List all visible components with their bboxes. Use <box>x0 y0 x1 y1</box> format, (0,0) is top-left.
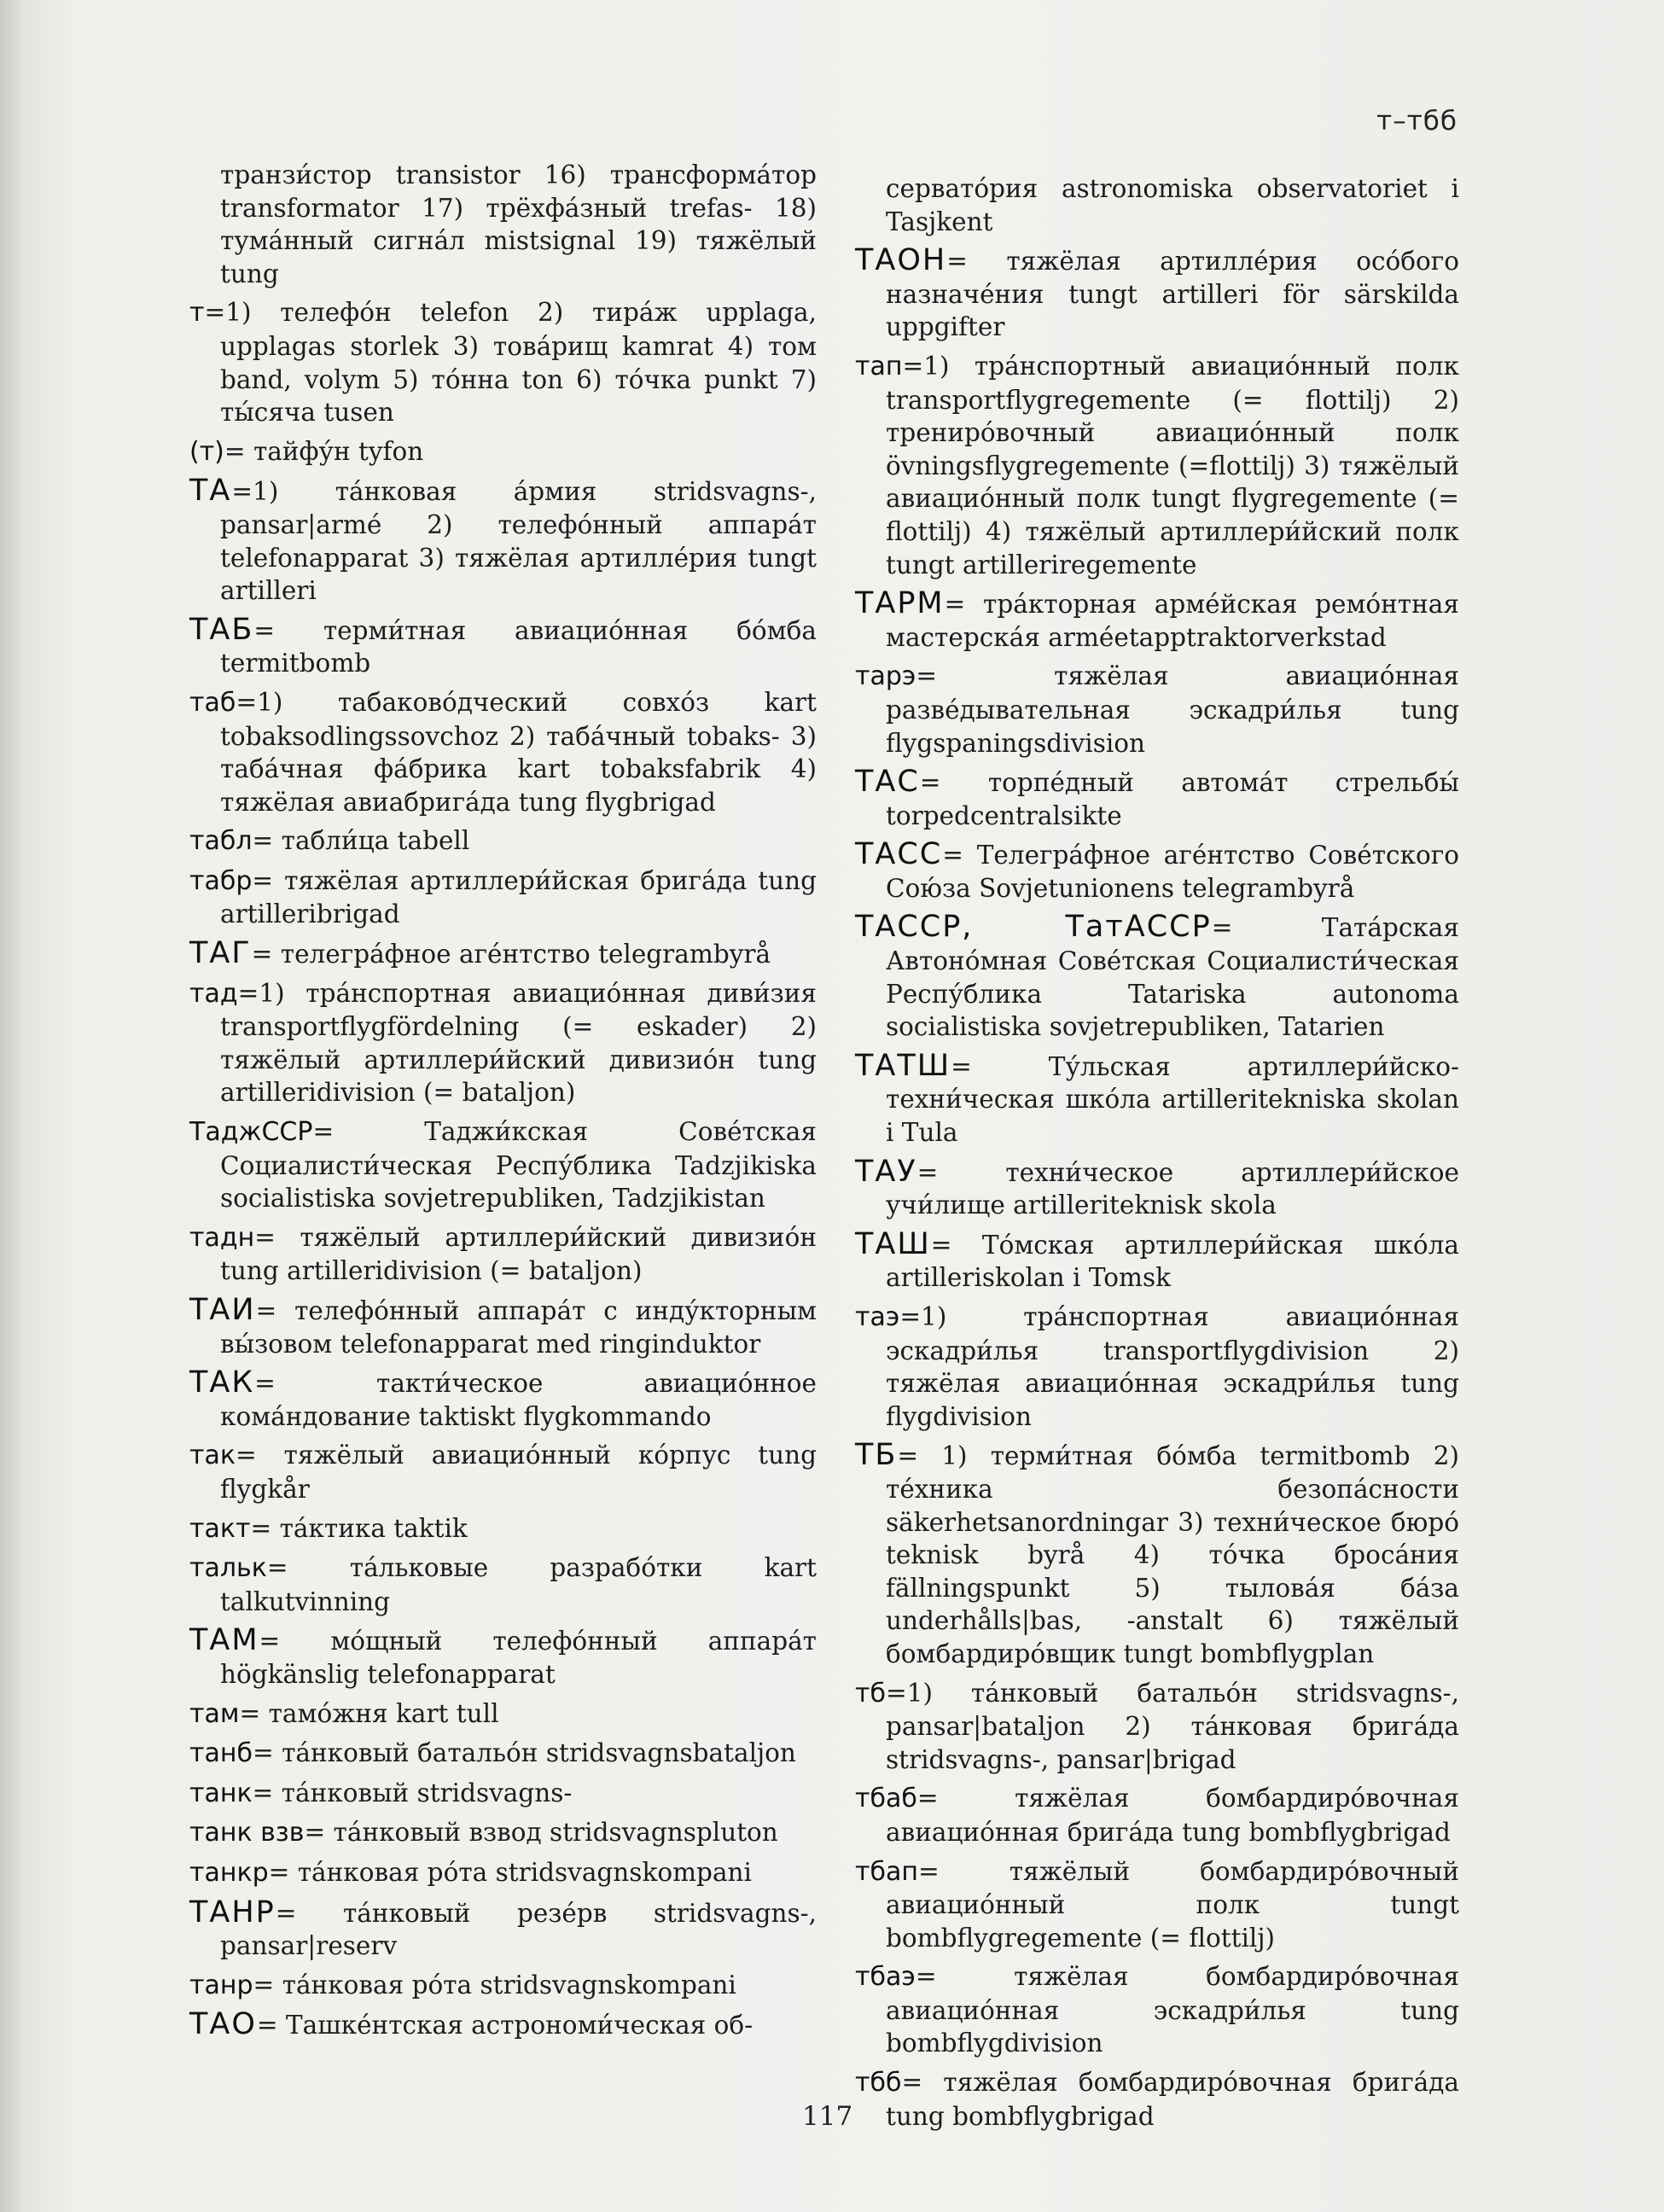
dictionary-entry <box>189 1439 817 1505</box>
entry-headword: табр <box>189 865 253 896</box>
entry-headword: танр <box>189 1970 253 2000</box>
entry-headword: тад <box>189 978 238 1009</box>
entry-headword: танк <box>189 1778 253 1808</box>
entry-definition: = телефо́нный аппара́т с инду́кторным вы́зовом telefonapparat med ringinduktor <box>220 1296 817 1359</box>
entry-headword: ТАО <box>189 2007 257 2042</box>
dictionary-entry <box>855 1301 1459 1433</box>
entry-definition: = телегра́фное аге́нтство telegrambyrå <box>251 940 771 969</box>
entry-definition: =1) табаково́дческий совхо́з kart tobaksodlingssovchoz 2) таба́чный tobaks- 3) таба́чная фа́брика kart tobaksfabrik 4) тяжёлая авиабрига́да tung flygbrigad <box>220 687 817 817</box>
dictionary-entry <box>855 660 1459 760</box>
entry-headword: т <box>189 298 205 329</box>
entry-headword: ТаджССР <box>189 1117 313 1148</box>
entry-headword: тбап <box>855 1856 918 1887</box>
entry-definition: =1) та́нковая а́рмия stridsvagns-, pansar|armé 2) телефо́нный аппара́т telefonapparat 3) тяжёлая артилле́рия tungt artilleri <box>220 477 817 606</box>
entry-definition: = Тата́рская Автоно́мная Сове́тская Социалисти́ческая Респу́блика Tatariska autonoma socialistiska sovjetrepubliken, Tatarien <box>886 913 1460 1042</box>
entry-continuation <box>855 172 1459 238</box>
entry-definition: = Телегра́фное аге́нтство Сове́тского Сою́за Sovjetunionens telegrambyrå <box>886 841 1459 903</box>
dictionary-entry <box>189 824 817 859</box>
entry-definition: = та́льковые разрабо́тки kart talkutvinning <box>220 1553 817 1616</box>
left-column <box>189 159 817 2048</box>
entry-definition: = та́нковый stridsvagns- <box>252 1778 573 1807</box>
dictionary-entry <box>855 244 1459 344</box>
dictionary-entry <box>855 1439 1459 1670</box>
entry-definition: = 1) терми́тная бо́мба termitbomb 2) те́хника безопа́сности säkerhetsanordningar 3) техни́ческое бюро́ teknisk byrå 4) то́чка броса́ния fällningspunkt 5) тылова́я ба́за underhålls|bas, -anstalt 6) тяжёлый бомбардиро́вщик tungt bombflygplan <box>886 1441 1459 1668</box>
dictionary-entry <box>855 1960 1459 2060</box>
entry-headword: танкр <box>189 1857 269 1888</box>
dictionary-entry <box>189 1624 817 1691</box>
entry-headword: так <box>189 1441 236 1471</box>
dictionary-entry <box>855 1155 1459 1222</box>
entry-definition: = тяжёлая бомбардиро́вочная авиацио́нная брига́да tung bombflygbrigad <box>886 1784 1459 1847</box>
dictionary-entry <box>189 1294 817 1360</box>
dictionary-entry <box>855 2066 1459 2133</box>
entry-headword: тадн <box>189 1222 255 1253</box>
entry-definition: = тайфу́н tyfon <box>224 436 424 466</box>
entry-continuation <box>189 159 817 290</box>
entry-definition: = То́мская артиллери́йская шко́ла artilleriskolan i Tomsk <box>886 1230 1459 1293</box>
entry-definition: = тра́кторная арме́йская ремо́нтная мастерска́я arméetapptraktorverkstad <box>886 590 1459 652</box>
entry-headword: ТАШ <box>855 1226 931 1261</box>
dictionary-entry <box>189 1969 817 2003</box>
right-column <box>855 172 1459 2139</box>
dictionary-entry <box>855 1677 1459 1777</box>
entry-definition: = табли́ца tabell <box>252 826 470 856</box>
entry-definition: = та́нковый резе́рв stridsvagns-, pansar|reserv <box>220 1898 817 1961</box>
dictionary-entry <box>189 1856 817 1890</box>
entry-headword: такт <box>189 1513 251 1544</box>
entry-headword: ТБ <box>855 1438 898 1473</box>
entry-headword: ТАССР, ТатАССР <box>855 910 1212 945</box>
entry-headword: ТАСС <box>855 837 943 872</box>
entry-definition: = мо́щный телефо́нный аппара́т högkänslig telefonapparat <box>220 1627 817 1689</box>
dictionary-entry <box>855 911 1459 1043</box>
entry-headword: табл <box>189 826 253 857</box>
entry-definition: = такти́ческое авиацио́нное кома́ндование taktiskt flygkommando <box>220 1369 817 1431</box>
entry-definition: = Ту́льская артиллери́йско-техни́ческая шко́ла artilleritekniska skolan i Tula <box>886 1051 1459 1148</box>
entry-definition: = тяжёлая артиллери́йская брига́да tung artilleribrigad <box>220 865 817 929</box>
entry-headword: тбаэ <box>855 1962 916 1993</box>
dictionary-entry <box>855 587 1459 654</box>
dictionary-entry <box>855 765 1459 832</box>
dictionary-entry <box>189 1221 817 1288</box>
dictionary-entry <box>189 937 817 971</box>
entry-headword: тбб <box>855 2068 902 2098</box>
entry-headword: там <box>189 1698 240 1729</box>
dictionary-entry <box>189 614 817 680</box>
dictionary-entry <box>189 296 817 428</box>
dictionary-entry <box>855 1782 1459 1848</box>
entry-headword: танк взв <box>189 1818 305 1848</box>
entry-definition: = тяжёлый бомбардиро́вочный авиацио́нный полк tungt bombflygregemente (= flottilj) <box>886 1856 1459 1953</box>
entry-headword: ТАБ <box>189 612 254 647</box>
entry-definition: = Таджи́кская Сове́тская Социалисти́ческая Респу́блика Tadzjikiska socialistiska sovjetrepubliken, Tadzjikistan <box>220 1117 817 1214</box>
dictionary-entry <box>189 1551 817 1618</box>
entry-headword: ТА <box>189 474 232 509</box>
entry-definition: транзи́стор transistor 16) трансформа́тор transformator 17) трёхфа́зный trefas- 18) тума́нный сигна́л mistsignal 19) тяжёлый tung <box>220 160 817 288</box>
entry-headword: ТАНР <box>189 1895 276 1930</box>
entry-headword: ТАС <box>855 765 920 800</box>
entry-definition: серватóрия astronomiska observatoriet i Tasjkent <box>886 174 1459 236</box>
dictionary-entry <box>189 2008 817 2042</box>
entry-definition: = Ташке́нтская астрономи́ческая об- <box>256 2011 753 2040</box>
entry-headword: (т) <box>189 436 224 467</box>
entry-definition: = тяжёлая авиацио́нная разве́дывательная эскадри́лья tung flygspaningsdivision <box>886 661 1459 758</box>
dictionary-entry <box>189 686 817 818</box>
entry-headword: ТАОН <box>855 243 947 278</box>
dictionary-entry <box>189 1777 817 1811</box>
dictionary-entry <box>189 1737 817 1771</box>
dictionary-entry <box>855 838 1459 905</box>
entry-definition: = тяжёлый артиллери́йский дивизио́н tung artilleridivision (= bataljon) <box>220 1222 817 1286</box>
dictionary-entry <box>189 1512 817 1546</box>
entry-definition: = тяжёлый авиацио́нный ко́рпус tung flygkår <box>220 1441 817 1504</box>
entry-definition: = та́нковый взвод stridsvagnspluton <box>304 1818 778 1848</box>
entry-definition: =1) та́нковый батальо́н stridsvagns-, pansar|bataljon 2) та́нковая брига́да stridsvagns-, pansar|brigad <box>885 1678 1459 1774</box>
entry-definition: = торпе́дный автома́т стрельбы́ torpedcentralsikte <box>886 768 1459 830</box>
page-number: 117 <box>802 2101 853 2132</box>
entry-headword: ТАГ <box>189 936 252 971</box>
dictionary-entry <box>855 1050 1459 1150</box>
entry-definition: = та́нковая ро́та stridsvagnskompani <box>253 1970 736 2000</box>
entry-headword: тальк <box>189 1553 267 1584</box>
dictionary-entry <box>189 977 817 1109</box>
dictionary-entry <box>855 1855 1459 1955</box>
entry-definition: =1) тра́нспортная авиацио́нная диви́зия transportflygfördelning (= eskader) 2) тяжёлый артиллери́йский дивизио́н tung artilleridivision (= bataljon) <box>220 978 817 1108</box>
running-head: т–тбб <box>1376 106 1457 137</box>
entry-definition: = терми́тная авиацио́нная бо́мба termitbomb <box>220 615 817 678</box>
entry-headword: таэ <box>855 1302 900 1332</box>
entry-headword: танб <box>189 1738 253 1769</box>
dictionary-entry <box>189 1115 817 1215</box>
dictionary-entry <box>189 1697 817 1732</box>
dictionary-entry <box>855 1228 1459 1295</box>
entry-definition: = та́ктика taktik <box>250 1513 468 1543</box>
dictionary-entry <box>855 350 1459 581</box>
entry-definition: = тамо́жня kart tull <box>239 1698 499 1728</box>
dictionary-entry <box>189 1816 817 1850</box>
entry-headword: ТАМ <box>189 1623 259 1658</box>
entry-definition: = тяжёлая артилле́рия осо́бого назначе́ния tungt artilleri för särskilda uppgifter <box>886 247 1459 342</box>
entry-headword: тб <box>855 1678 886 1708</box>
dictionary-entry <box>189 435 817 469</box>
entry-headword: ТАТШ <box>855 1048 951 1083</box>
entry-headword: тарэ <box>855 661 916 692</box>
entry-definition: =1) телефо́н telefon 2) тира́ж upplaga, upplagas storlek 3) това́рищ kamrat 4) том band, volym 5) то́нна ton 6) то́чка punkt 7) ты́сяча tusen <box>204 298 817 428</box>
entry-definition: = техни́ческое артиллери́йское учи́лище artilleriteknisk skola <box>886 1157 1459 1220</box>
entry-headword: ТАИ <box>189 1293 256 1327</box>
entry-headword: ТАК <box>189 1365 255 1400</box>
dictionary-entry <box>189 1366 817 1433</box>
entry-definition: =1) тра́нспортный авиацио́нный полк transportflygregemente (= flottilj) 2) трениро́вочный авиацио́нный полк övningsflygregemente (=flottilj) 3) тяжёлый авиацио́нный полк tungt flygregemente (= flottilj) 4) тяжёлый артиллери́йский полк tungt artilleriregemente <box>886 351 1459 579</box>
entry-definition: = та́нковый батальо́н stridsvagnsbataljon <box>252 1738 796 1768</box>
entry-headword: таб <box>189 687 236 718</box>
entry-headword: ТАУ <box>855 1154 917 1189</box>
entry-definition: = тяжёлая бомбардиро́вочная авиацио́нная эскадри́лья tung bombflygdivision <box>886 1962 1459 2058</box>
entry-definition: = та́нковая ро́та stridsvagnskompani <box>268 1857 752 1887</box>
entry-definition: = тяжёлая бомбардиро́вочная брига́да tung bombflygbrigad <box>886 2068 1459 2131</box>
entry-headword: ТАРМ <box>855 586 945 621</box>
dictionary-entry <box>189 864 817 931</box>
dictionary-entry <box>189 1896 817 1963</box>
dictionary-entry <box>189 474 817 607</box>
entry-headword: тап <box>855 351 903 381</box>
entry-headword: тбаб <box>855 1784 917 1814</box>
entry-definition: =1) тра́нспортная авиацио́нная эскадри́лья transportflygdivision 2) тяжёлая авиацио́нная эскадри́лья tung flygdivision <box>886 1302 1459 1431</box>
